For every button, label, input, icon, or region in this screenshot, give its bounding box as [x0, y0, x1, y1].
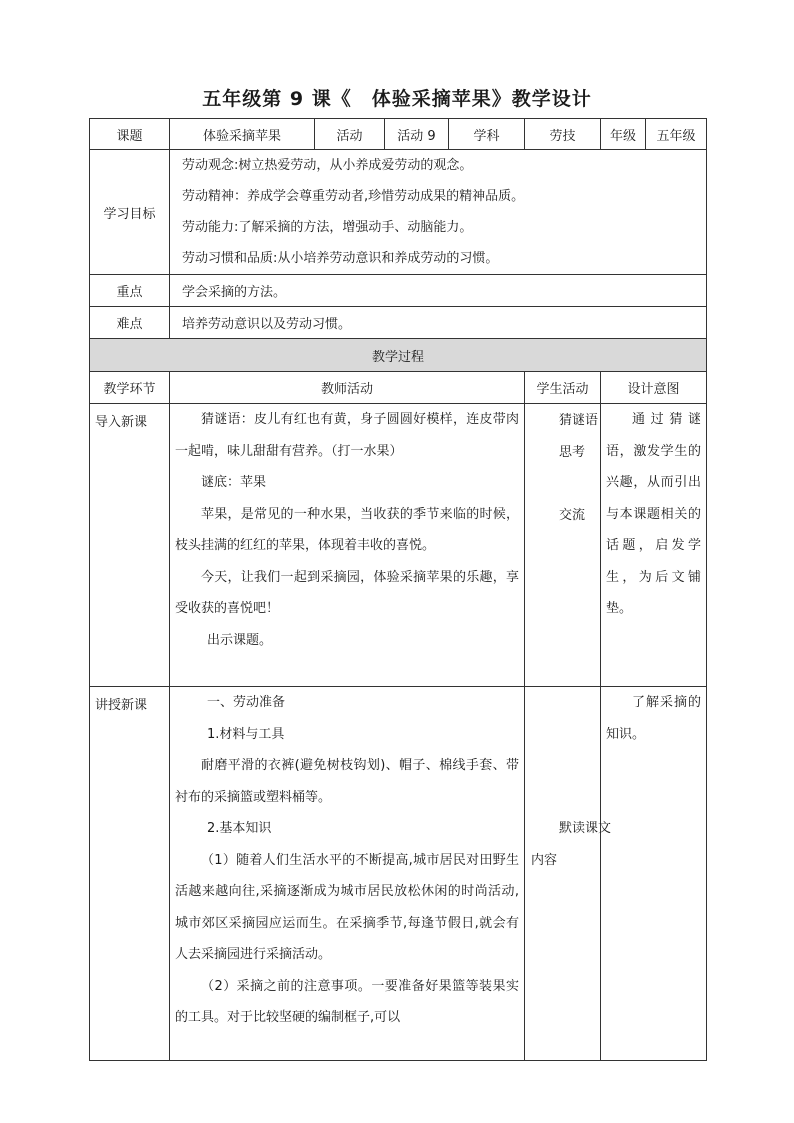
lecture-intent-text: 了解采摘的知识。: [606, 695, 701, 742]
lecture-design-intent: [601, 687, 707, 1061]
goal-item: 劳动能力:了解采摘的方法，增强动手、动脑能力。: [182, 220, 473, 235]
knowledge-heading: 2.基本知识: [207, 821, 272, 836]
col-student: 学生活动: [525, 372, 601, 404]
lecture-teacher-activity: [170, 687, 525, 1061]
col-teacher: 教师活动: [170, 372, 525, 404]
topic-label: 课题: [90, 119, 170, 150]
riddle-text: 猜谜语：皮儿有红也有黄，身子圆圆好模样，连皮带肉一起啃，味儿甜甜有营养。（打一水果）: [175, 412, 519, 459]
activity-value: 活动 9: [385, 119, 449, 150]
intro-stage: [90, 404, 170, 687]
lecture-row: [90, 687, 707, 1061]
key-point-label: 重点: [90, 275, 170, 307]
col-stage: 教学环节: [90, 372, 170, 404]
difficulty-row: [90, 307, 707, 339]
intro-design-intent: [601, 404, 707, 687]
header-row: [90, 119, 707, 150]
student-activity-think: 思考: [559, 444, 586, 460]
process-columns-row: [90, 372, 707, 404]
page-title: 五年级第 9 课《 体验采摘苹果》教学设计: [202, 88, 592, 110]
lecture-stage-text: 讲授新课: [95, 698, 148, 713]
topic-value: 体验采摘苹果: [170, 119, 315, 150]
prep-heading: 一、劳动准备: [207, 695, 286, 710]
difficulty-value: 培养劳动意识以及劳动习惯。: [170, 307, 707, 339]
today-text: 今天，让我们一起到采摘园，体验采摘苹果的乐趣，享受收获的喜悦吧！: [175, 569, 519, 616]
knowledge-point-1: （1）随着人们生活水平的不断提高,城市居民对田野生活越来越向往,采摘逐渐成为城市居民放松休闲的时尚活动,城市郊区采摘园应运而生。在采摘季节,每逢节假日,就会有人去采摘园进行采摘活动。: [175, 852, 519, 962]
materials-heading: 1.材料与工具: [207, 726, 285, 742]
key-point-row: [90, 275, 707, 307]
intro-student-activity: [525, 404, 601, 687]
show-topic-text: 出示课题。: [207, 632, 273, 648]
intro-teacher-activity: [170, 404, 525, 687]
activity-label: 活动: [315, 119, 385, 150]
intro-row: [90, 404, 707, 687]
lesson-plan-table: [89, 118, 707, 1061]
intro-stage-text: 导入新课: [95, 415, 148, 430]
goals-label: 学习目标: [90, 150, 170, 275]
lecture-student-activity: [525, 687, 612, 1061]
apple-intro-text: 苹果，是常见的一种水果，当收获的季节来临的时候，枝头挂满的红红的苹果，体现着丰收的喜悦。: [175, 506, 519, 553]
grade-label: 年级: [601, 119, 646, 150]
goals-row: [90, 150, 707, 275]
materials-text: 耐磨平滑的衣裤(避免树枝钩划)、帽子、棉线手套、带衬布的采摘篮或塑料桶等。: [175, 758, 519, 805]
process-heading: 教学过程: [90, 339, 707, 372]
student-activity-riddle: 猜谜语: [559, 413, 599, 428]
goal-item: 劳动习惯和品质:从小培养劳动意识和养成劳动的习惯。: [182, 251, 499, 266]
subject-value: 劳技: [525, 119, 601, 150]
intro-intent-text: 通过猜谜语，激发学生的兴趣，从而引出与本课题相关的话题，启发学生，为后文铺垫。: [606, 412, 701, 616]
student-activity-discuss: 交流: [559, 508, 586, 523]
student-activity-read: 默读课文: [559, 821, 612, 836]
lecture-stage: [90, 687, 170, 1061]
key-point-value: 学会采摘的方法。: [170, 275, 707, 307]
goal-item: 劳动观念:树立热爱劳动，从小养成爱劳动的观念。: [182, 158, 473, 173]
col-intent: 设计意图: [601, 372, 707, 404]
knowledge-point-2: （2）采摘之前的注意事项。一要准备好果篮等装果实的工具。对于比较坚硬的编制框子,可以: [175, 978, 519, 1025]
goal-item: 劳动精神：养成学会尊重劳动者,珍惜劳动成果的精神品质。: [182, 189, 525, 204]
grade-value: 五年级: [646, 119, 707, 150]
goals-list: [170, 150, 707, 275]
student-activity-read-cont: 内容: [531, 852, 558, 868]
difficulty-label: 难点: [90, 307, 170, 339]
subject-label: 学科: [449, 119, 525, 150]
process-heading-row: [90, 339, 707, 372]
riddle-answer: 谜底：苹果: [201, 475, 267, 490]
